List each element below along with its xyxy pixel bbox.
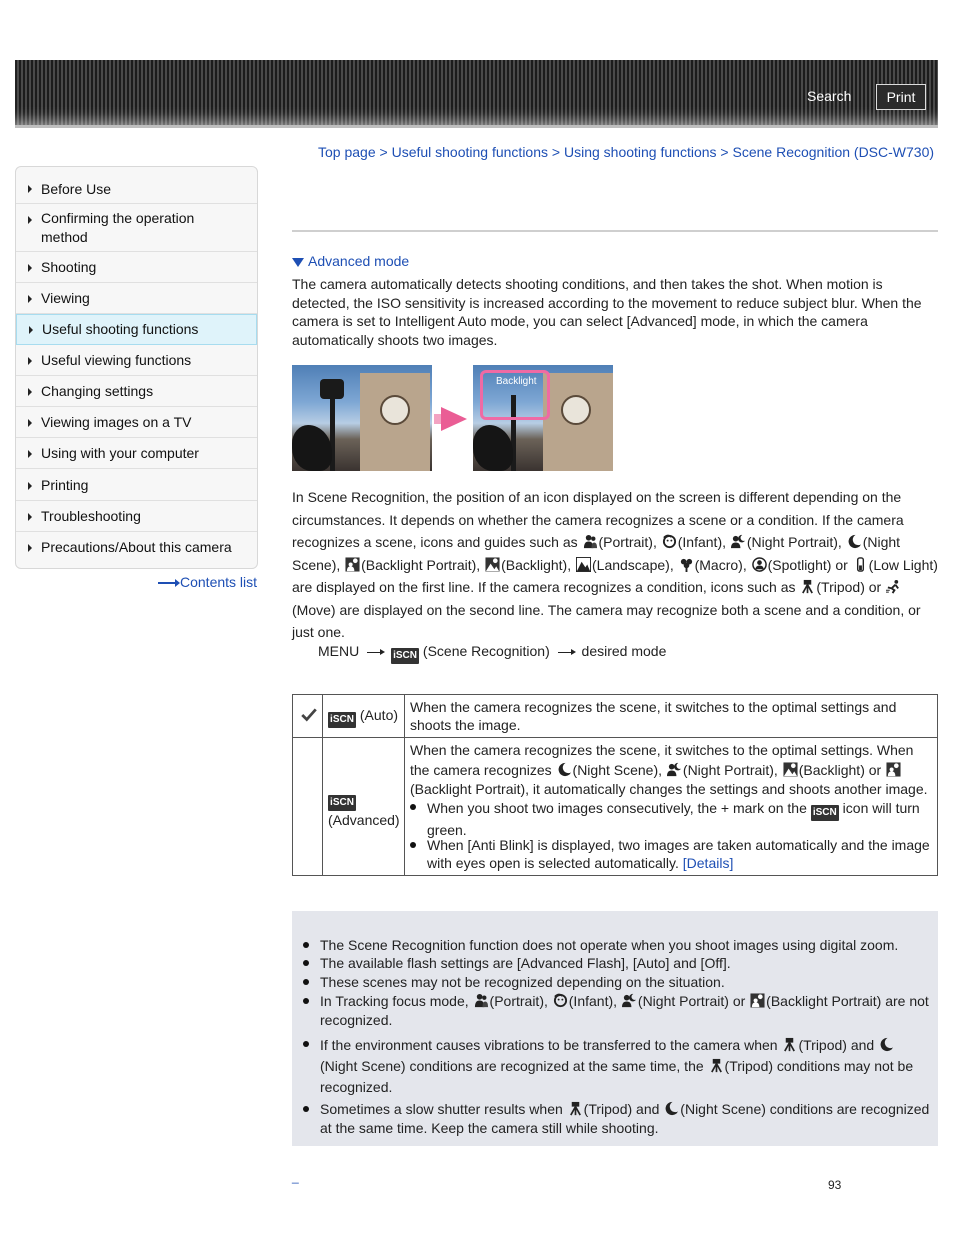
move-icon <box>886 579 901 594</box>
note-item: These scenes may not be recognized depending on the situation. <box>320 973 932 991</box>
arrow-right-icon <box>28 419 32 427</box>
sidebar-nav <box>15 166 258 569</box>
scene-recognition-paragraph: In Scene Recognition, the position of an icon displayed on the screen is different depending on the circumstances. It depends on whether the camera recognizes a scene or a condition. If the camera recognizes a scene, icons and guides such as (Portrait), (Infant), (Night Portrait), (Night Scene), (Backlight Portrait), (Backlight), (Landscape), (Macro), (Spotlight) or (Low Light) are displayed on the first line. If the camera recognizes a condition, icons such as (Tripod) or (Move) are displayed on the second line. The camera may recognize both a scene and a condition, or just one. <box>292 489 938 640</box>
sidebar-item-useful-shooting[interactable]: Useful shooting functions <box>16 314 257 345</box>
night-scene-icon <box>847 534 862 549</box>
arrow-right-icon <box>29 326 33 334</box>
arrow-right-icon <box>28 295 32 303</box>
sidebar-item-changing-settings[interactable]: Changing settings <box>16 376 257 407</box>
portrait-icon <box>583 534 598 549</box>
night-portrait-icon <box>622 993 637 1008</box>
note-item: The available flash settings are [Advanced Flash], [Auto] and [Off]. <box>320 954 932 972</box>
mode-table <box>292 694 938 876</box>
breadcrumb-separator: > <box>720 144 729 160</box>
breadcrumb-separator: > <box>551 144 561 160</box>
scene-recognition-advanced-icon: iSCN <box>328 795 356 811</box>
note-item: Sometimes a slow shutter results when (Tripod) and (Night Scene) conditions are recognized at the same time. Keep the camera still while shooting. <box>320 1100 932 1138</box>
contents-list-link[interactable]: Contents list <box>158 574 257 590</box>
breadcrumb-separator: > <box>379 144 388 160</box>
sidebar-item-viewing-tv[interactable]: Viewing images on a TV <box>16 407 257 438</box>
backlight-portrait-icon <box>345 557 360 572</box>
scene-recognition-advanced-icon: iSCN <box>811 805 839 821</box>
infant-icon <box>553 993 568 1008</box>
table-row-auto-desc: When the camera recognizes the scene, it switches to the optimal settings and shoots the image. <box>410 699 897 733</box>
sidebar-item-confirming[interactable]: Confirming the operation method <box>16 204 257 252</box>
arrow-right-icon <box>28 513 32 521</box>
note-item: In Tracking focus mode, (Portrait), (Infant), (Night Portrait) or (Backlight Portrait) are not recognized. <box>320 992 932 1030</box>
menu-path: MENU iSCN (Scene Recognition) desired mode <box>318 643 666 664</box>
arrow-right-icon <box>367 652 383 653</box>
sidebar-item-troubleshooting[interactable]: Troubleshooting <box>16 501 257 532</box>
sidebar-item-shooting[interactable]: Shooting <box>16 252 257 283</box>
backlight-portrait-icon <box>886 762 901 777</box>
divider <box>292 230 938 232</box>
advanced-bullet-1: When you shoot two images consecutively, the + mark on the iSCN icon will turn green. <box>427 799 933 839</box>
footer-link[interactable]: _ <box>292 1170 299 1184</box>
tripod-icon <box>568 1101 583 1116</box>
arrow-right-icon <box>558 652 574 653</box>
backlight-overlay-label: Backlight <box>496 376 537 387</box>
portrait-icon <box>474 993 489 1008</box>
breadcrumb-useful-shooting[interactable]: Useful shooting functions <box>391 144 549 160</box>
arrow-right-icon <box>28 216 32 224</box>
macro-icon <box>679 557 694 572</box>
breadcrumb-using-shooting[interactable]: Using shooting functions <box>563 144 717 160</box>
notes-box <box>292 911 938 1146</box>
breadcrumb-scene-recognition[interactable]: Scene Recognition (DSC-W730) <box>732 144 935 160</box>
landscape-icon <box>576 557 591 572</box>
night-scene-icon <box>664 1101 679 1116</box>
header-bar <box>15 60 938 128</box>
sidebar-item-useful-viewing[interactable]: Useful viewing functions <box>16 345 257 376</box>
table-row-advanced: iSCN (Advanced) <box>328 797 400 828</box>
tripod-icon <box>782 1037 797 1052</box>
sidebar-item-precautions[interactable]: Precautions/About this camera <box>16 532 257 563</box>
breadcrumb-top-page[interactable]: Top page <box>318 144 376 160</box>
night-scene-icon <box>879 1037 894 1052</box>
section-title-advanced-mode: Advanced mode <box>292 253 409 269</box>
details-link[interactable]: [Details] <box>682 855 734 871</box>
note-item: If the environment causes vibrations to be transferred to the camera when (Tripod) and (Night Scene) conditions are recognized at the same time, the (Tripod) conditions may not be recognized. <box>320 1035 932 1098</box>
arrow-right-icon <box>28 482 32 490</box>
infant-icon <box>662 534 677 549</box>
arrow-right-icon <box>158 582 178 584</box>
arrow-right-icon <box>28 185 32 193</box>
sidebar-item-before-use[interactable]: Before Use <box>16 173 257 204</box>
sidebar-item-printing[interactable]: Printing <box>16 469 257 501</box>
arrow-right-icon <box>28 450 32 458</box>
scene-recognition-icon: iSCN <box>391 648 419 664</box>
backlight-portrait-icon <box>750 993 765 1008</box>
night-portrait-icon <box>667 762 682 777</box>
sidebar-item-viewing[interactable]: Viewing <box>16 283 257 314</box>
scene-photo-before <box>292 365 432 471</box>
note-item: The Scene Recognition function does not operate when you shoot images using digital zoom. <box>320 936 932 954</box>
night-scene-icon <box>557 762 572 777</box>
page-number: 93 <box>828 1178 842 1192</box>
tripod-icon <box>800 579 815 594</box>
arrow-right-icon <box>28 388 32 396</box>
backlight-icon <box>783 762 798 777</box>
check-icon <box>300 706 318 724</box>
arrow-right-icon <box>28 544 32 552</box>
intro-paragraph: The camera automatically detects shooting conditions, and then takes the shot. When motion is detected, the ISO sensitivity is increased according to the movement to reduce subject blur. When the camera is set to Intelligent Auto mode, you can select [Advanced] mode, in which the camera automatically shoots two images. <box>292 276 922 348</box>
scene-recognition-icon: iSCN <box>328 712 356 728</box>
sidebar-item-computer[interactable]: Using with your computer <box>16 438 257 469</box>
arrow-right-icon <box>28 357 32 365</box>
low-light-icon <box>853 557 868 572</box>
breadcrumb <box>318 144 938 160</box>
arrow-right-icon <box>28 264 32 272</box>
spotlight-icon <box>752 557 767 572</box>
arrow-right-icon <box>441 407 467 431</box>
tripod-icon <box>709 1058 724 1073</box>
advanced-bullet-2: When [Anti Blink] is displayed, two images are taken automatically and the image with eyes open is selected automatically. [Details] <box>427 836 933 872</box>
night-portrait-icon <box>731 534 746 549</box>
table-row-advanced-desc: When the camera recognizes the scene, it switches to the optimal settings. When the camera recognizes (Night Scene), (Night Portrait), (Backlight) or (Backlight Portrait), it automatically changes the settings and shoots another image. <box>410 742 928 797</box>
triangle-down-icon <box>292 258 304 267</box>
table-row-auto: iSCN (Auto) <box>328 706 398 728</box>
backlight-icon <box>485 557 500 572</box>
search-button[interactable]: Search <box>807 88 852 104</box>
print-button[interactable]: Print <box>876 84 926 110</box>
